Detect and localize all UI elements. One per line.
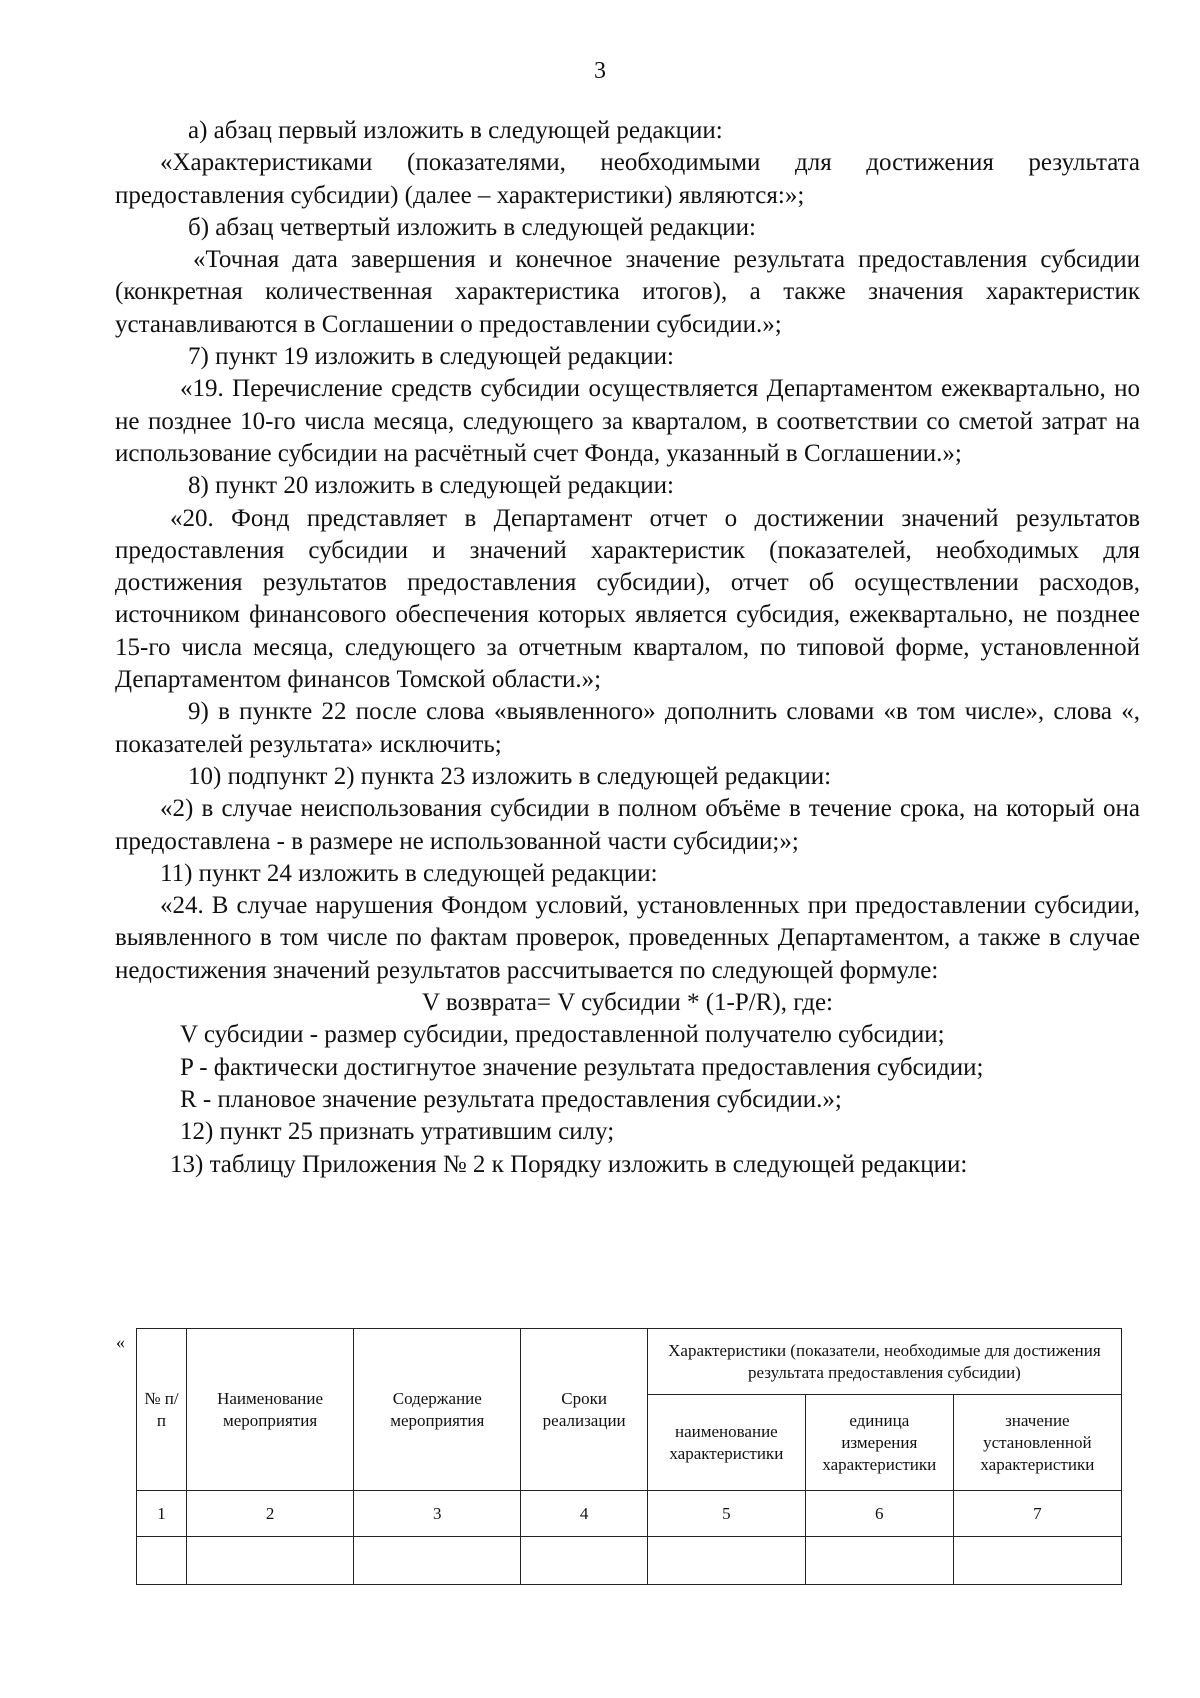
document-body [115,115,1140,1181]
table-cell: 5 [647,1491,805,1537]
table-cell [186,1537,353,1585]
paragraph-item-11: 11) пункт 24 изложить в следующей редакции: [160,859,658,887]
page-number: 3 [594,58,606,84]
table-cell: 2 [186,1491,353,1537]
header-terms: Сроки реализации [521,1329,647,1491]
paragraph-a: а) абзац первый изложить в следующей редакции: [188,117,723,144]
paragraph-subpoint-2: «2) в случае неиспользования субсидии в полном объёме в течение срока, на который она предоставлена - в размере не использованной части субсидии;»; [115,795,1140,855]
table-numbering-row [137,1491,1122,1537]
header-characteristics-group: Характеристики (показатели, необходимые для достижения результата предоставления субсидии) [647,1329,1121,1395]
header-char-value: значение установленной характеристики [953,1395,1121,1491]
table-cell [354,1537,521,1585]
table-cell [647,1537,805,1585]
paragraph-exact-date-quote: «Точная дата завершения и конечное значение результата предоставления субсидии (конкретная количественная характеристика итогов), а также значения характеристик устанавливаются в Соглашении о предоставлении субсидии.»; [115,246,1140,338]
table-cell: 7 [953,1491,1121,1537]
paragraph-item-12: 12) пункт 25 признать утратившим силу; [180,1118,615,1146]
table-cell: 3 [354,1491,521,1537]
table-cell [805,1537,953,1585]
header-content: Содержание мероприятия [354,1329,521,1491]
header-num: № п/п [137,1329,187,1491]
header-char-name: наименование характеристики [647,1395,805,1491]
paragraph-item-9: 9) в пункте 22 после слова «выявленного» дополнить словами «в том числе», слова «, показателей результата» исключить; [115,698,1140,758]
paragraph-b: б) абзац четвертый изложить в следующей редакции: [188,213,756,241]
table-cell [137,1537,187,1585]
table-row [137,1537,1122,1585]
table-header-row [137,1329,1122,1395]
opening-quote-mark: « [116,1332,125,1352]
formula-def-p: P - фактически достигнутое значение результата предоставления субсидии; [180,1053,984,1081]
table-cell: 4 [521,1491,647,1537]
formula: V возврата= V субсидии * (1-P/R), где: [421,989,834,1017]
paragraph-item-10: 10) подпункт 2) пункта 23 изложить в следующей редакции: [188,762,832,790]
paragraph-item-13: 13) таблицу Приложения № 2 к Порядку изложить в следующей редакции: [170,1150,968,1178]
paragraph-item-8: 8) пункт 20 изложить в следующей редакции: [188,472,674,500]
header-char-unit: единица измерения характеристики [805,1395,953,1491]
paragraph-item-7: 7) пункт 19 изложить в следующей редакции: [188,343,674,371]
table-cell: 1 [137,1491,187,1537]
formula-def-v: V субсидии - размер субсидии, предоставленной получателю субсидии; [180,1021,945,1049]
paragraph-point-24: «24. В случае нарушения Фондом условий, установленных при предоставлении субсидии, выявленного в том числе по фактам проверок, проведенных Департаментом, а также в случае недостижения значений результатов рассчитывается по следующей формуле: [115,892,1140,984]
formula-def-r: R - плановое значение результата предоставления субсидии.»; [180,1085,842,1113]
header-name: Наименование мероприятия [186,1329,353,1491]
paragraph-characteristics-quote: «Характеристиками (показателями, необходимыми для достижения результата предоставления субсидии) (далее – характеристики) являются:»; [115,149,1140,209]
paragraph-point-20: «20. Фонд представляет в Департамент отчет о достижении значений результатов предоставления субсидии и значений характеристик (показателей, необходимых для достижения результатов предоставления субсидии), отчет об осуществлении расходов, источником финансового обеспечения которых является субсидия, ежеквартально, не позднее 15-го числа месяца, следующего за отчетным кварталом, по типовой форме, установленной Департаментом финансов Томской области.»; [115,504,1140,694]
table-cell [521,1537,647,1585]
appendix-table [136,1328,1122,1585]
table-cell [953,1537,1121,1585]
paragraph-point-19: «19. Перечисление средств субсидии осуществляется Департаментом ежеквартально, но не позднее 10-го числа месяца, следующего за кварталом, в соответствии со сметой затрат на использование субсидии на расчётный счет Фонда, указанный в Соглашении.»; [115,375,1140,467]
table-cell: 6 [805,1491,953,1537]
